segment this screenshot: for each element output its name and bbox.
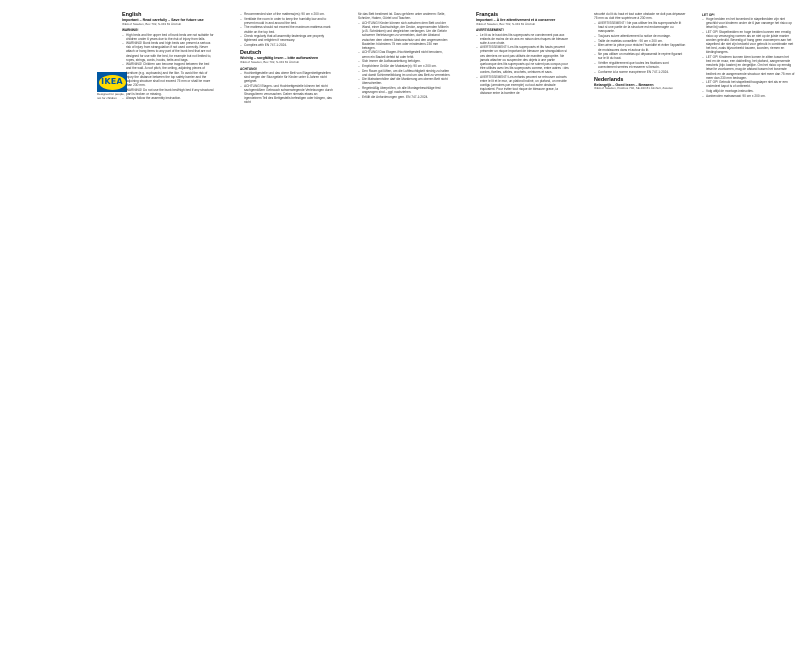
instruction-list [240,12,333,47]
language-heading: Deutsch [240,50,262,57]
column-english-cont-deutsch [240,12,333,105]
list-item: – LET OP! Kinderen kunnen klem komen te zitten tussen het bed en de muur, een dakhelling, het plafond, aangrenzende meubels (bijv. kasten) en dergelijke. Om het risico op ernstig letsel te voorkomen, mag de afstand tussen het bovenste bedhek en de aangrenzende structuur niet meer dan 75 mm of meer dan 230 mm bedragen. [706,55,795,80]
list-item: – Bien aérer la pièce pour réduire l'humidité et éviter l'apparition de moisissures dans et autour du lit. [598,43,687,51]
list-item: – WARNING! Do not use the bunk bed/high bed if any structural part is broken or missing. [126,88,215,96]
company-address: IKEA of Sweden, Postbus 702, SE-343 81 Älmhult, Zweden [594,86,674,91]
list-item: – ACHTUNG! Das Etagen-/Hochbettgestell nicht benutzen, wenn ein Bauteil defekt ist oder fehlt. [362,50,451,58]
list-item: – Volg altijd de montage-instructies. [706,89,795,93]
list-item: – ACHTUNG! Kinder können sich zwischen dem Bett und der Wand, einer Dachschräge, der Decke, angrenzenden Möbeln (z.B. Schränken) und dergleichen verfangen. Um die Gefahr schwerer Verletzungen zu vermeiden, darf der Abstand zwischen dem oberen Absturzschutz und den angrenzenden Bauteilen höchstens 75 mm oder mindestens 230 mm betragen. [362,21,451,50]
list-item: – Check regularly that all assembly fastenings are properly tightened and retighten if necessary. [244,34,333,42]
list-item: – LET OP! Gebruik het stapelbed/hoogslaper niet als er een onderdeel kapot is of ontbreekt. [706,80,795,88]
instruction-list [702,17,795,98]
list-item: – Always follow the assembly instruction. [126,96,215,100]
instruction-list [476,33,569,96]
list-item: – LET OP! Stapelbedden en hoge bedden kunnen een ernstig risico op verwurging vormen als ze niet op de juiste manier worden gebruikt. Bevestig of hang geen voorwerpen aan het stapelbed die niet zijn bedoeld voor gebruik in combinatie met het bed, zoals bijvoorbeeld touwen, koorden, riemen en kledinghangers. [706,30,795,55]
list-item: – Erfüllt die Anforderungen gem. EN 747-1:2024. [362,95,451,99]
list-item: – Le lit ou le haut des lits superposés ne conviennent pas aux enfants de moins de six ans en raison des risques de blessure suite à une chute. [480,33,569,45]
column-deutsch-cont [358,12,451,100]
list-item: – Vérifier régulièrement que toutes les fixations sont correctement serrées et resserrer si besoin. [598,61,687,69]
list-item: – The mattress should not exceed the maximum mattress mark visible on the top bed. [244,25,333,33]
warning-keyword: AVERTISSEMENT! [476,28,504,33]
ikea-logo-text: IKEA [101,77,123,86]
warning-keyword: ACHTUNG! [240,66,257,71]
warning-keyword: WARNING! [122,28,139,33]
company-address: IKEA of Sweden, Box 702, S-343 81 Älmhult [476,21,536,26]
section-subheading: Important – À lire attentivement et à conserver [476,18,556,23]
list-item: – Taille de matelas conseillée : 90 cm x 200 cm. [598,39,687,43]
company-address: IKEA of Sweden, Box 702, S-343 81 Älmhult [122,21,182,26]
list-item: – Die Matratzenhöhe darf die Markierung am oberen Bett nicht überschreiten. [362,77,451,85]
language-heading: Français [476,12,499,18]
list-item: – Conforme à la norme européenne EN 747-1:2024. [598,70,687,74]
list-item: – Regelmäßig überprüfen, ob alle Montagebeschläge fest angezogen sind – ggf. nachziehen. [362,86,451,94]
paragraph-text: für das Bett bestimmt ist. Dazu gehören unter anderem: Seile, Schnüre, Haken, Gürtel und Taschen. [358,12,446,21]
list-item: – Toujours suivre attentivement la notice de montage. [598,34,687,38]
instruction-list [594,21,687,74]
list-item: – High beds and the upper bed of bunk beds are not suitable for children under 6 years due to the risk of injury from falls. [126,33,215,41]
column-francais [476,12,569,96]
paragraph-text: sécurité du lit du haut et tout autre obstacle ne doit pas dépasser 75 mm ou doit être supérieure à 230 mm. [594,12,686,21]
list-item: – Hoge bedden en het bovenbed in stapelbedden zijn niet geschikt voor kinderen onder de 6 jaar vanwege het risico op letsel bij vallen. [706,17,795,29]
instruction-list [358,21,451,99]
list-item: – Ne pas utiliser un matelas qui dépasserait le repère figurant sur le lit du haut. [598,52,687,60]
company-address: IKEA of Sweden, Box 702, S-343 81 Älmhult [240,59,300,64]
list-item: – Empfohlene Größe der Matratze(n): 90 cm x 200 cm. [362,64,451,68]
language-heading: Nederlands [594,76,624,83]
warning-keyword: LET OP! [702,13,715,17]
column-francais-cont-nederlands [594,12,687,93]
list-item: – Hochbettgestelle und das obere Bett von Etagenbettgestellen sind wegen der Sturzgefahr für Kinder unter 6 Jahren nicht geeignet. [244,71,333,83]
column-nederlands-cont [702,12,795,98]
list-item: – Sich immer die Aufbauanleitung befolgen. [362,59,451,63]
section-subheading: Wichtig – sorgfältig lesen – bitte aufbewahren [240,56,319,61]
column-english [122,12,215,101]
list-item: – ACHTUNG! Etagen- und Hochbettgestelle können bei nicht sachgemäßem Gebrauch schwerwiegende Verletzungen durch Strangulieren verursachen. Daher niemals etwas an irgendeinem Teil des Bettgestells befestigen oder hängen, das nicht [244,84,333,104]
instruction-list [122,33,215,101]
language-heading: English [122,12,142,18]
list-item: – WARNING! Children can become trapped between the bed and the wall. A roof pitch, the ceiling, adjoining pieces of furniture (e.g. cupboards) and the like. To avoid the risk of injury the distance between the top safety barrier and the adjoining structure shall not exceed 75 mm or shall be more than 230 mm. [126,62,215,87]
list-item: – WARNING! Bunk beds and high beds can present a serious risk of injury from strangulation if not used correctly. Never attach or hang items to any part of the bunk bed that are not designed for use with the bed, for example but not limited to, ropes, strings, cords, hooks, belts and bags. [126,41,215,61]
list-item: – Ventilate the room in order to keep the humidity low and to prevent mould in and around the bed. [244,17,333,25]
section-subheading: Important – Read carefully – Save for future use [122,18,204,23]
list-item: – Den Raum gut lüften, um die Luftfeuchtigkeit niedrig zu halten und damit Schimmelbildung im und um das Bett zu vermeiden. [362,69,451,77]
list-item: – AVERTISSEMENT ! Ne pas utiliser les lits superposés/le lit haut si une partie de la structure est endommagée ou manquante. [598,21,687,33]
logo-caption: Designed for people, not for children [97,92,125,100]
list-item: – AVERTISSEMENT! Les enfants peuvent se retrouver coincés entre le lit et le mur, un plafond incliné, un plafond, un meuble contigu (armoires par exemple) ou tout autre obstacle équivalent. Pour éviter tout risque de blessure grave, la distance entre la barrière de [480,75,569,95]
section-subheading: Belangrijk – Goed lezen – Bewaren [594,83,654,88]
list-item: – Aanbevolen matrasmaat: 90 cm x 200 cm. [706,94,795,98]
list-item: – AVERTISSEMENT! Les lits superposés et lits hauts peuvent présenter un risque important de blessure par strangulation si ces derniers ne sont pas utilisés de manière appropriée. Ne jamais attacher ou suspendre des objets à une partie quelconque des lits superposés qui ne soient pas conçus pour être utilisés avec les lits superposés comme, entre autres : des cordes, ficelles, câbles, crochets, ceintures et sacs. [480,45,569,74]
list-item: – Complies with EN 747-1:2024. [244,43,333,47]
instruction-list [240,71,333,104]
list-item: – Recommended size of the mattress(es): 90 cm x 200 cm. [244,12,333,16]
